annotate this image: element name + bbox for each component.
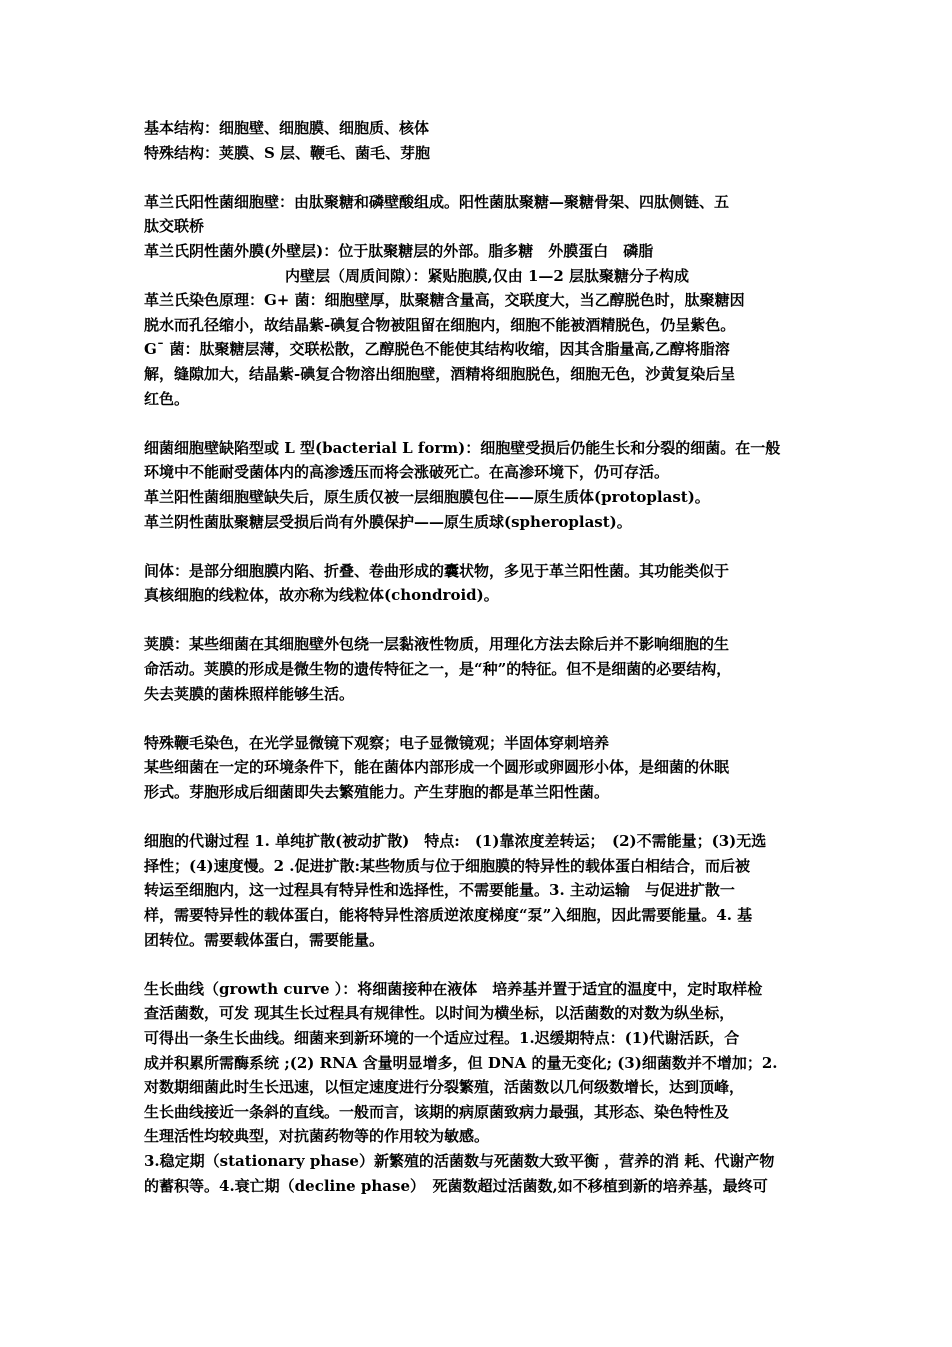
text-line: 成并积累所需酶系统 ;(2) RNA 含量明显增多，但 DNA 的量无变化; (3)细菌数并不增加；2.	[144, 1053, 778, 1072]
paragraph-gap	[144, 952, 814, 977]
paragraph-metabolism	[144, 829, 814, 952]
text-line: 择性；(4)速度慢。2 .促进扩散:某些物质与位于细胞膜的特异性的载体蛋白相结合，而后被	[144, 856, 751, 875]
text-line: 团转位。需要载体蛋白，需要能量。	[144, 930, 385, 949]
text-line: 特殊结构：荚膜、S 层、鞭毛、菌毛、芽胞	[144, 143, 431, 162]
paragraph-gap	[144, 608, 814, 633]
text-line: 革兰氏染色原理：G+ 菌：细胞壁厚，肽聚糖含量高，交联度大，当乙醇脱色时，肽聚糖因	[144, 291, 745, 310]
paragraph-gap	[144, 165, 814, 190]
text-line: 转运至细胞内，这一过程具有特异性和选择性，不需要能量。3. 主动运输 与促进扩散一	[144, 881, 735, 900]
paragraph-gap	[144, 411, 814, 436]
text-line: 内壁层（周质间隙）：紧贴胞膜,仅由 1—2 层肽聚糖分子构成	[285, 266, 690, 285]
paragraph-growth-curve	[144, 977, 814, 1198]
text-line: 荚膜：某些细菌在其细胞壁外包绕一层黏液性物质，用理化方法去除后并不影响细胞的生	[144, 635, 730, 654]
text-line: 失去荚膜的菌株照样能够生活。	[144, 684, 355, 703]
text-line: 某些细菌在一定的环境条件下，能在菌体内部形成一个圆形或卵圆形小体，是细菌的休眠	[144, 758, 730, 777]
text-line: 3.稳定期（stationary phase）新繁殖的活菌数与死菌数大致平衡 ，营养的消 耗、代谢产物	[144, 1151, 775, 1170]
text-line: 可得出一条生长曲线。细菌来到新环境的一个适应过程。1.迟缓期特点：(1)代谢活跃，合	[144, 1028, 740, 1047]
paragraph-gap	[144, 534, 814, 559]
text-line: 生理活性均较典型，对抗菌药物等的作用较为敏感。	[144, 1127, 490, 1146]
text-line: 生长曲线接近一条斜的直线。一般而言，该期的病原菌致病力最强，其形态、染色特性及	[144, 1102, 730, 1121]
paragraph-gap	[144, 805, 814, 830]
text-line: 解，缝隙加大，结晶紫-碘复合物溶出细胞壁，酒精将细胞脱色，细胞无色，沙黄复染后呈	[144, 364, 736, 383]
text-line: 基本结构：细胞壁、细胞膜、细胞质、核体	[144, 119, 430, 137]
text-line: 对数期细菌此时生长迅速，以恒定速度进行分裂繁殖，活菌数以几何级数增长，达到顶峰，	[144, 1078, 745, 1097]
text-line: 形式。芽胞形成后细菌即失去繁殖能力。产生芽胞的都是革兰阳性菌。	[144, 783, 610, 802]
text-line: 生长曲线（growth curve ）：将细菌接种在液体 培养基并置于适宜的温度中，定时取样检	[144, 979, 763, 998]
text-line: 样，需要特异性的载体蛋白，能将特异性溶质逆浓度梯度“泵”入细胞，因此需要能量。4. 基	[144, 906, 753, 924]
text-line: G¯ 菌：肽聚糖层薄，交联松散，乙醇脱色不能使其结构收缩，因其含脂量高,乙醇将脂溶	[144, 340, 730, 359]
paragraph-gram-cell-wall	[144, 190, 814, 411]
text-line: 革兰氏阳性菌细胞壁：由肽聚糖和磷壁酸组成。阳性菌肽聚糖—聚糖骨架、四肽侧链、五	[144, 192, 730, 211]
text-line: 环境中不能耐受菌体内的高渗透压而将会涨破死亡。在高渗环境下，仍可存活。	[144, 463, 670, 482]
text-line: 脱水而孔径缩小，故结晶紫-碘复合物被阻留在细胞内，细胞不能被酒精脱色，仍呈紫色。	[144, 315, 736, 334]
text-line: 真核细胞的线粒体，故亦称为线粒体(chondroid)。	[144, 586, 499, 605]
paragraph-mesosome	[144, 559, 814, 608]
paragraph-basic-structure	[144, 116, 814, 165]
text-line: 革兰阳性菌细胞壁缺失后，原生质仅被一层细胞膜包住——原生质体(protoplast)。	[144, 487, 710, 506]
text-line: 特殊鞭毛染色，在光学显微镜下观察；电子显微镜观；半固体穿刺培养	[144, 733, 610, 752]
text-line: 革兰氏阴性菌外膜(外壁层)：位于肽聚糖层的外部。脂多糖 外膜蛋白 磷脂	[144, 241, 654, 260]
text-line: 红色。	[144, 389, 190, 408]
text-line: 细菌细胞壁缺陷型或 L 型(bacterial L form)：细胞壁受损后仍能生长和分裂的细菌。在一般	[144, 438, 781, 457]
paragraph-flagella-spore	[144, 731, 814, 805]
paragraph-capsule	[144, 632, 814, 706]
text-line: 间体：是部分细胞膜内陷、折叠、卷曲形成的囊状物，多见于革兰阳性菌。其功能类似于	[144, 561, 730, 580]
paragraph-l-form	[144, 436, 814, 534]
document-page	[144, 116, 814, 1198]
text-line: 革兰阴性菌肽聚糖层受损后尚有外膜保护——原生质球(spheroplast)。	[144, 512, 632, 531]
text-line: 肽交联桥	[144, 217, 205, 236]
paragraph-gap	[144, 706, 814, 731]
text-line: 查活菌数，可发 现其生长过程具有规律性。以时间为横坐标，以活菌数的对数为纵坐标，	[144, 1004, 735, 1023]
text-line: 命活动。荚膜的形成是微生物的遗传特征之一，是“种”的特征。但不是细菌的必要结构，	[144, 660, 732, 679]
text-line: 细胞的代谢过程 1. 单纯扩散(被动扩散) 特点: (1)靠浓度差转运； (2)不需能量；(3)无选	[144, 832, 767, 851]
text-line: 的蓄积等。4.衰亡期（decline phase） 死菌数超过活菌数,如不移植到新的培养基，最终可	[144, 1176, 768, 1195]
